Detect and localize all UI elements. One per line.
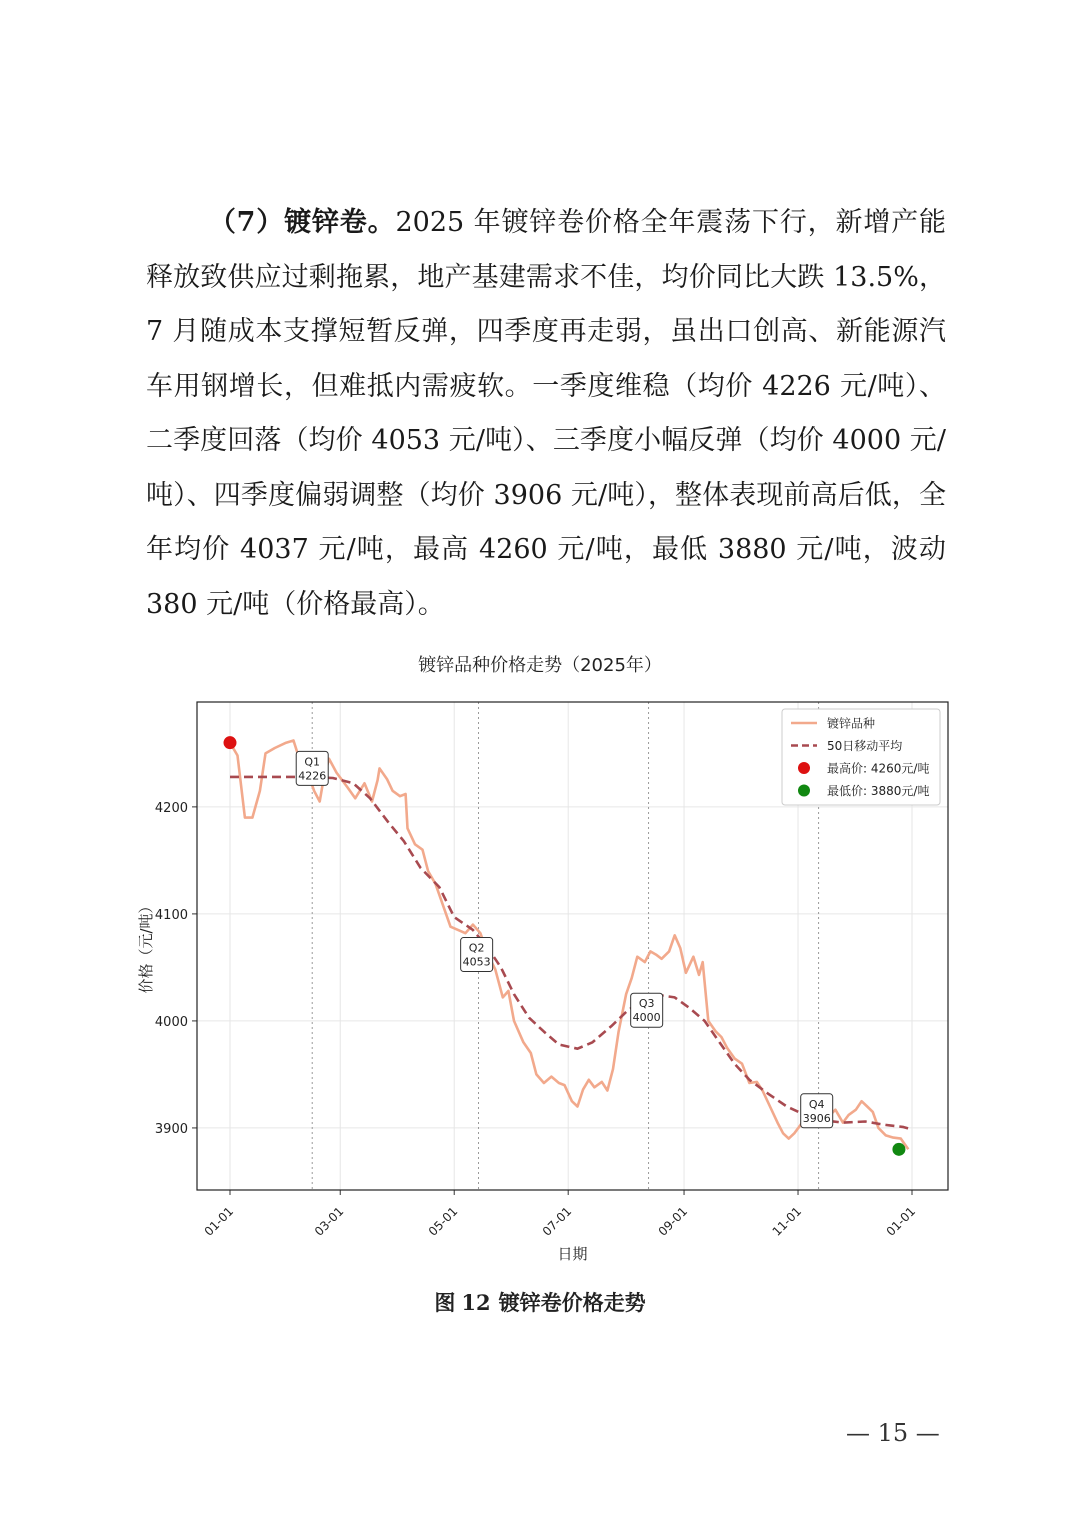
legend-max-price-swatch [798,762,810,774]
quarter-annotation-label: Q4 [808,1097,825,1111]
quarter-annotation-label: Q1 [304,755,321,769]
figure-caption-text: 镀锌卷价格走势 [498,1290,646,1315]
page-number: — 15 — [846,1419,940,1447]
chart-title: 镀锌品种价格走势（2025年） [418,655,662,676]
legend-min-price-swatch [798,785,810,797]
quarter-annotation-value: 4226 [298,769,327,783]
x-tick-label: 09-01 [655,1204,691,1239]
x-tick-label: 11-01 [769,1204,805,1239]
x-tick-label: 05-01 [425,1204,461,1239]
figure-label: 图 [434,1290,456,1315]
legend-moving-average-label: 50日移动平均 [827,739,903,753]
figure-number: 12 [461,1290,491,1315]
y-tick-label: 3900 [154,1121,188,1137]
legend-price-line-label: 镀锌品种 [827,716,876,731]
max-price-marker [224,736,237,749]
legend-min-price-label: 最低价: 3880元/吨 [827,784,930,798]
legend-max-price-label: 最高价: 4260元/吨 [827,761,930,776]
y-tick-label: 4100 [154,907,188,923]
x-tick-label: 01-01 [883,1204,919,1239]
x-axis-title: 日期 [557,1245,588,1263]
figure-caption [0,1287,1080,1317]
x-tick-label: 01-01 [201,1204,237,1239]
quarter-annotation-value: 4000 [632,1011,661,1025]
min-price-marker [892,1143,905,1156]
section-paragraph [146,196,946,632]
section-lead: （7）镀锌卷。 [208,207,396,238]
quarter-annotation-label: Q2 [468,941,485,955]
quarter-annotation-value: 4053 [462,955,491,969]
price-trend-chart [120,685,960,1285]
section-body: 2025 年镀锌卷价格全年震荡下行，新增产能释放致供应过剩拖累，地产基建需求不佳，均价同比大跌 13.5%，7 月随成本支撑短暂反弹，四季度再走弱，虽出口创高、新能源汽车用钢增长，但难抵内需疲软。一季度维稳（均价 4226 元/吨）、二季度回落（均价 4053 元/吨）、三季度小幅反弹（均价 4000 元/吨）、四季度偏弱调整（均价 3906 元/吨），整体表现前高后低，全年均价 4037 元/吨，最高 4260 元/吨，最低 3880 元/吨，波动 380 元/吨（价格最高）。 [146,207,946,620]
y-axis-title: 价格（元/吨） [137,898,155,994]
x-tick-label: 07-01 [539,1204,575,1239]
quarter-annotation-label: Q3 [638,997,655,1011]
y-tick-label: 4000 [154,1014,188,1030]
y-tick-label: 4200 [154,800,188,816]
quarter-annotation-value: 3906 [802,1111,831,1125]
x-tick-label: 03-01 [311,1204,347,1239]
